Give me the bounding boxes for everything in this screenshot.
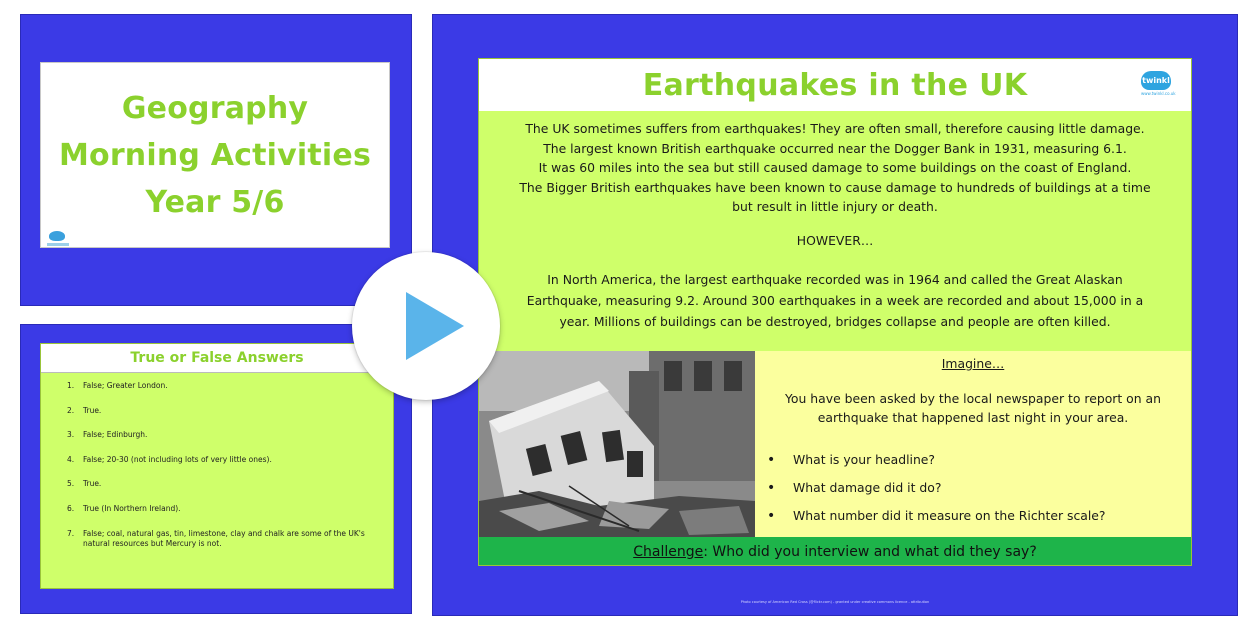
collapsed-building-image xyxy=(479,351,755,537)
intro-line: The largest known British earthquake occurred near the Dogger Bank in 1931, measuring 6.1. xyxy=(543,140,1127,156)
answer-item: 5. True. xyxy=(67,479,102,489)
answers-list xyxy=(41,373,393,549)
title-line-activity: Morning Activities xyxy=(58,137,372,173)
na-line: In North America, the largest earthquake recorded was in 1964 and called the Great Alaskan xyxy=(547,272,1123,287)
na-line: year. Millions of buildings can be destroyed, bridges collapse and people are often killed. xyxy=(559,314,1111,329)
play-button[interactable] xyxy=(352,252,500,400)
answer-item: 7. False; coal, natural gas, tin, limestone, clay and chalk are some of the UK's natural resources but Mercury is not. xyxy=(67,528,365,548)
question-item: • What number did it measure on the Richter scale? xyxy=(767,508,1106,524)
answer-item: 6. True (In Northern Ireland). xyxy=(67,503,181,513)
bullet-icon: • xyxy=(767,508,776,524)
answers-title-bar xyxy=(41,344,393,373)
title-line-year: Year 5/6 xyxy=(145,184,285,220)
bullet-icon: • xyxy=(767,480,776,496)
answer-item: 4. False; 20-30 (not including lots of very little ones). xyxy=(67,454,272,464)
answer-item: 2. True. xyxy=(67,405,102,415)
imagine-heading: Imagine… xyxy=(941,356,1005,371)
title-slide-card xyxy=(40,62,390,248)
title-line-subject: Geography xyxy=(121,90,309,126)
answer-item: 1. False; Greater London. xyxy=(67,381,168,390)
answer-item: 3. False; Edinburgh. xyxy=(67,430,148,440)
na-line: Earthquake, measuring 9.2. Around 300 earthquakes in a week are recorded and about 15,000 in a xyxy=(526,293,1144,308)
question-item: • What is your headline? xyxy=(767,452,936,468)
answers-slide-card xyxy=(40,343,394,589)
photo-credit-caption: Photo courtesy of American Red Cross (@flickr.com) - granted under creative commons licence - attribution xyxy=(740,600,930,604)
intro-line: The Bigger British earthquakes have been known to cause damage to hundreds of buildings at a time xyxy=(519,179,1151,195)
intro-line: It was 60 miles into the sea but still caused damage to some buildings on the coast of England. xyxy=(538,160,1132,176)
question-list xyxy=(767,450,1106,534)
twinkl-badge: twinkl xyxy=(1141,71,1171,90)
main-title-bar xyxy=(479,59,1191,111)
logo-url-line xyxy=(47,243,69,246)
challenge-text: : Who did you interview and what did they say? xyxy=(703,543,1037,560)
imagine-prompt-line: earthquake that happened last night in your area. xyxy=(817,410,1129,425)
play-triangle-icon xyxy=(392,286,472,366)
however-heading: HOWEVER… xyxy=(796,233,874,248)
intro-line: but result in little injury or death. xyxy=(732,199,938,215)
intro-line: The UK sometimes suffers from earthquakes! They are often small, therefore causing little damage. xyxy=(525,121,1145,136)
main-title: Earthquakes in the UK xyxy=(642,67,1028,103)
imagine-panel xyxy=(755,351,1191,537)
earthquake-damage-photo xyxy=(479,351,755,537)
twinkl-url: www.twinkl.co.uk xyxy=(1141,91,1176,96)
intro-paragraph xyxy=(479,119,1191,217)
twinkl-logo-small-icon xyxy=(49,231,65,241)
main-slide-card xyxy=(478,58,1192,566)
answers-title: True or False Answers xyxy=(130,350,304,366)
challenge-label: Challenge xyxy=(633,543,704,560)
challenge-bar xyxy=(479,537,1191,566)
north-america-paragraph xyxy=(479,269,1191,332)
question-item: • What damage did it do? xyxy=(767,480,942,496)
imagine-prompt-line: You have been asked by the local newspaper to report on an xyxy=(785,391,1161,406)
twinkl-logo-icon xyxy=(1141,71,1175,95)
bullet-icon: • xyxy=(767,452,776,468)
imagine-prompt xyxy=(755,389,1191,427)
